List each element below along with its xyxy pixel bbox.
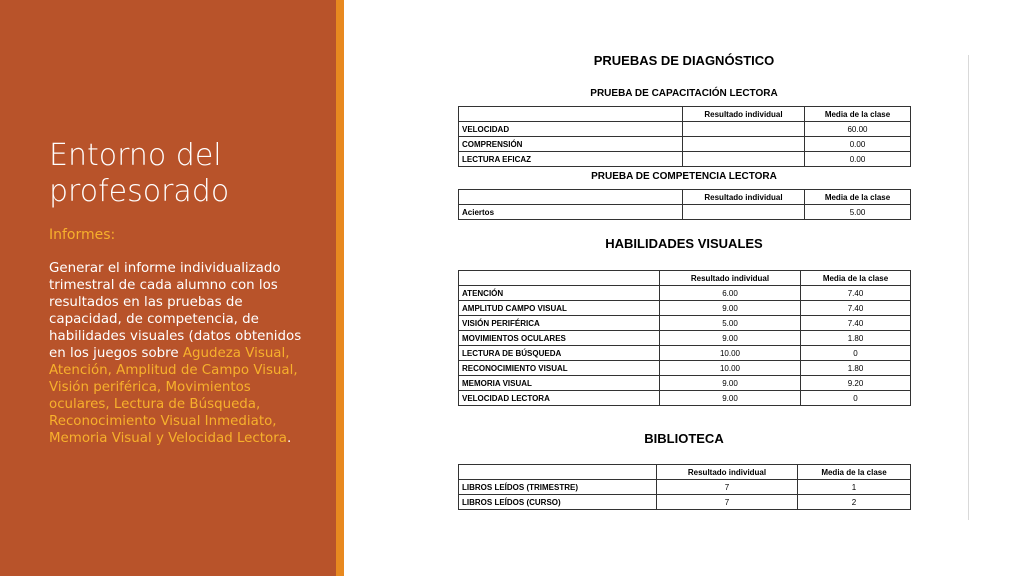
table-row xyxy=(459,137,911,152)
cell-value: 0.00 xyxy=(805,152,911,167)
column-header xyxy=(459,271,660,286)
table-row xyxy=(459,376,911,391)
table-row xyxy=(459,286,911,301)
lectora-title: PRUEBA DE CAPACITACIÓN LECTORA xyxy=(590,88,778,99)
table-row xyxy=(459,391,911,406)
habilidades-table xyxy=(458,270,911,406)
cell-value: 9.00 xyxy=(660,391,801,406)
cell-value xyxy=(683,205,805,220)
table-row xyxy=(459,361,911,376)
cell-value: 9.20 xyxy=(801,376,911,391)
cell-value: 7 xyxy=(657,495,798,510)
row-label: MOVIMIENTOS OCULARES xyxy=(459,331,660,346)
cell-value: 7.40 xyxy=(801,286,911,301)
competencia-title: PRUEBA DE COMPETENCIA LECTORA xyxy=(591,171,777,182)
cell-value: 10.00 xyxy=(660,346,801,361)
column-header: Resultado individual xyxy=(660,271,801,286)
table-header-row xyxy=(459,107,911,122)
row-label: VISIÓN PERIFÉRICA xyxy=(459,316,660,331)
column-header: Resultado individual xyxy=(657,465,798,480)
row-label: LECTURA DE BÚSQUEDA xyxy=(459,346,660,361)
body-plain: Generar el informe individualizado trimestral de cada alumno con los resultados en las pruebas de capacidad, de competencia, de habilidades visuales (datos obtenidos en los juegos sobre xyxy=(49,261,302,361)
cell-value: 9.00 xyxy=(660,301,801,316)
column-header: Resultado individual xyxy=(683,107,805,122)
table-row xyxy=(459,480,911,495)
row-label: LIBROS LEÍDOS (CURSO) xyxy=(459,495,657,510)
report-main-title: PRUEBAS DE DIAGNÓSTICO xyxy=(593,53,775,68)
row-label: LECTURA EFICAZ xyxy=(459,152,683,167)
cell-value: 2 xyxy=(798,495,911,510)
row-label: RECONOCIMIENTO VISUAL xyxy=(459,361,660,376)
row-label: LIBROS LEÍDOS (TRIMESTRE) xyxy=(459,480,657,495)
row-label: Aciertos xyxy=(459,205,683,220)
row-label: ATENCIÓN xyxy=(459,286,660,301)
row-label: MEMORIA VISUAL xyxy=(459,376,660,391)
cell-value xyxy=(683,122,805,137)
row-label: VELOCIDAD xyxy=(459,122,683,137)
cell-value: 1 xyxy=(798,480,911,495)
cell-value: 1.80 xyxy=(801,331,911,346)
column-header xyxy=(459,107,683,122)
slide-body xyxy=(49,260,311,447)
table-row xyxy=(459,152,911,167)
row-label: COMPRENSIÓN xyxy=(459,137,683,152)
body-highlight: Agudeza Visual, Atención, Amplitud de Campo Visual, Visión periférica, Movimientos oculares, Lectura de Búsqueda, Reconocimiento Visual Inmediato, Memoria Visual y Velocidad Lectora xyxy=(49,346,298,446)
column-header: Media de la clase xyxy=(801,271,911,286)
column-header: Media de la clase xyxy=(798,465,911,480)
row-label: VELOCIDAD LECTORA xyxy=(459,391,660,406)
column-header xyxy=(459,465,657,480)
cell-value: 7.40 xyxy=(801,301,911,316)
cell-value: 7 xyxy=(657,480,798,495)
cell-value: 6.00 xyxy=(660,286,801,301)
table-row xyxy=(459,316,911,331)
column-header: Media de la clase xyxy=(805,190,911,205)
biblioteca-table xyxy=(458,464,911,510)
cell-value xyxy=(683,137,805,152)
table-header-row xyxy=(459,271,911,286)
slide-subhead: Informes: xyxy=(49,227,116,243)
lectora-table xyxy=(458,106,911,167)
body-end: . xyxy=(286,431,292,446)
competencia-table xyxy=(458,189,911,220)
accent-bar xyxy=(336,0,344,576)
table-row xyxy=(459,122,911,137)
cell-value: 0 xyxy=(801,391,911,406)
cell-value: 5.00 xyxy=(805,205,911,220)
table-header-row xyxy=(459,465,911,480)
cell-value: 0 xyxy=(801,346,911,361)
cell-value: 5.00 xyxy=(660,316,801,331)
cell-value: 9.00 xyxy=(660,331,801,346)
table-row xyxy=(459,205,911,220)
cell-value: 7.40 xyxy=(801,316,911,331)
table-row xyxy=(459,331,911,346)
cell-value: 9.00 xyxy=(660,376,801,391)
cell-value: 60.00 xyxy=(805,122,911,137)
row-label: AMPLITUD CAMPO VISUAL xyxy=(459,301,660,316)
cell-value: 1.80 xyxy=(801,361,911,376)
biblioteca-title: BIBLIOTECA xyxy=(644,431,724,446)
table-row xyxy=(459,301,911,316)
table-header-row xyxy=(459,190,911,205)
cell-value xyxy=(683,152,805,167)
column-header xyxy=(459,190,683,205)
cell-value: 0.00 xyxy=(805,137,911,152)
divider-line xyxy=(968,55,969,520)
column-header: Resultado individual xyxy=(683,190,805,205)
table-row xyxy=(459,346,911,361)
cell-value: 10.00 xyxy=(660,361,801,376)
slide-title: Entorno del profesorado xyxy=(49,138,230,209)
column-header: Media de la clase xyxy=(805,107,911,122)
table-row xyxy=(459,495,911,510)
habilidades-title: HABILIDADES VISUALES xyxy=(605,236,763,251)
